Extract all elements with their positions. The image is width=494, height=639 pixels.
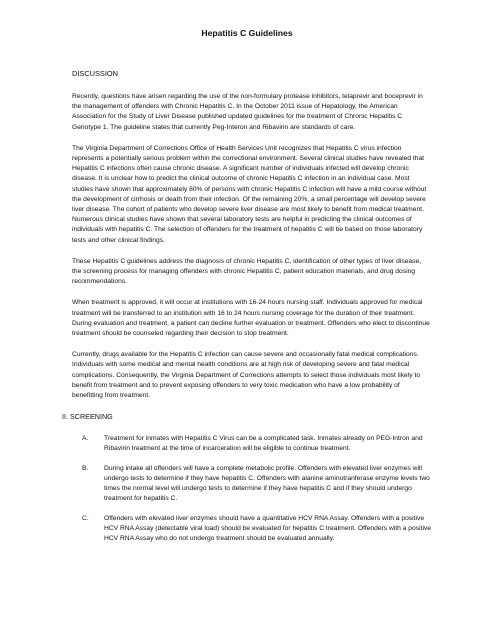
list-item-text: Treatment for inmates with Hepatitis C Virus can be a complicated task. Inmates already on PEG-Intron and Ribavirin treatment at the time of incarceration will be eligible to continue treatment.: [104, 435, 423, 453]
list-item-text: During intake all offenders will have a complete metabolic profile. Offenders with elevated liver enzymes will undergo tests to determine if they have hepatitis C. Offenders with alanine aminotranferase enzyme levels two times the normal level will undergo tests to determine if they have hepatitis C and if they should undergo treatment for hepatitis C.: [104, 464, 430, 503]
list-item-marker: B.: [82, 464, 89, 472]
list-item-marker: A.: [82, 435, 89, 443]
screening-heading: II. SCREENING: [62, 412, 113, 422]
list-item: [82, 464, 432, 505]
document-title: Hepatitis C Guidelines: [201, 28, 293, 38]
discussion-heading: DISCUSSION: [72, 69, 118, 78]
paragraph: These Hepatitis C guidelines address the diagnosis of chronic Hepatitis C, identification of other types of liver disease, the screening process for managing offenders with chronic Hepatitis C, patient education materials, and drug dosing recommendations.: [72, 257, 422, 286]
list-item-marker: C.: [82, 514, 89, 522]
paragraph: Currently, drugs available for the Hepatitis C infection can cause severe and occasionally fatal medical complications. Individuals with some medical and mental health conditions are at high risk of developing severe and fatal medical complications. Consequently, the Virginia Department of Corrections attempts to select those individuals most likely to benefit from treatment and to prevent exposing offenders to very toxic medication who have a low probability of benefitting from treatment.: [72, 351, 421, 400]
paragraph: Recently, questions have arisen regarding the use of the non-formulary protease inhibitors, telaprevir and boceprevir in the management of offenders with Chronic Hepatitis C. In the October 2011 issue of Hepatology, the American Association for the Study of Liver Disease published updated guidelines for the treatment of Chronic Hepatitis C Genotype 1. The guideline states that currently Peg-Interon and Ribavirin are standards of care.: [72, 93, 423, 131]
list-item-text: Offenders with elevated liver enzymes should have a quantitative HCV RNA Assay. Offenders with a positive HCV RNA Assay (detectable viral load) should be evaluated for hepatitis C treatment. Offenders with a positive HCV RNA Assay who do not undergo treatment should be evaluated annually.: [104, 514, 431, 542]
list-item: [82, 434, 432, 454]
list-item: [82, 514, 432, 545]
paragraph: The Virginia Department of Corrections Office of Health Services Unit recognizes that Hepatitis C virus infection represents a potentially serious problem within the correctional environment. Several clinical studies have revealed that Hepatitis C infections often cause chronic disease. A significant number of individuals infected will develop chronic disease. It is unclear how to predict the clinical outcome of chronic Hepatitis C infection in an individual case. Most studies have shown that approximately 80% of persons with chronic Hepatitis C infection will have a mild course without the development of cirrhosis or death from their infection. Of the remaining 20%, a small percentage will develop severe liver disease. The cohort of patients who develop severe liver disease are most likely to benefit from medical treatment. Numerous clinical studies have shown that several laboratory tests are helpful in predicting the clinical outcomes of individuals with hepatitis C. The selection of offenders for the treatment of hepatitis C will be based on those laboratory tests and other clinical findings.: [72, 144, 427, 244]
paragraph: When treatment is approved, it will occur at institutions with 16-24 hours nursing staff. Individuals approved for medical treatment will be transferred to an institution with 16 to 24 hours nursing coverage for the duration of their treatment. During evaluation and treatment, a patient can decline further evaluation or treatment. Offenders who elect to discontinue treatment should be counseled regarding their decision to stop treatment.: [72, 299, 430, 338]
